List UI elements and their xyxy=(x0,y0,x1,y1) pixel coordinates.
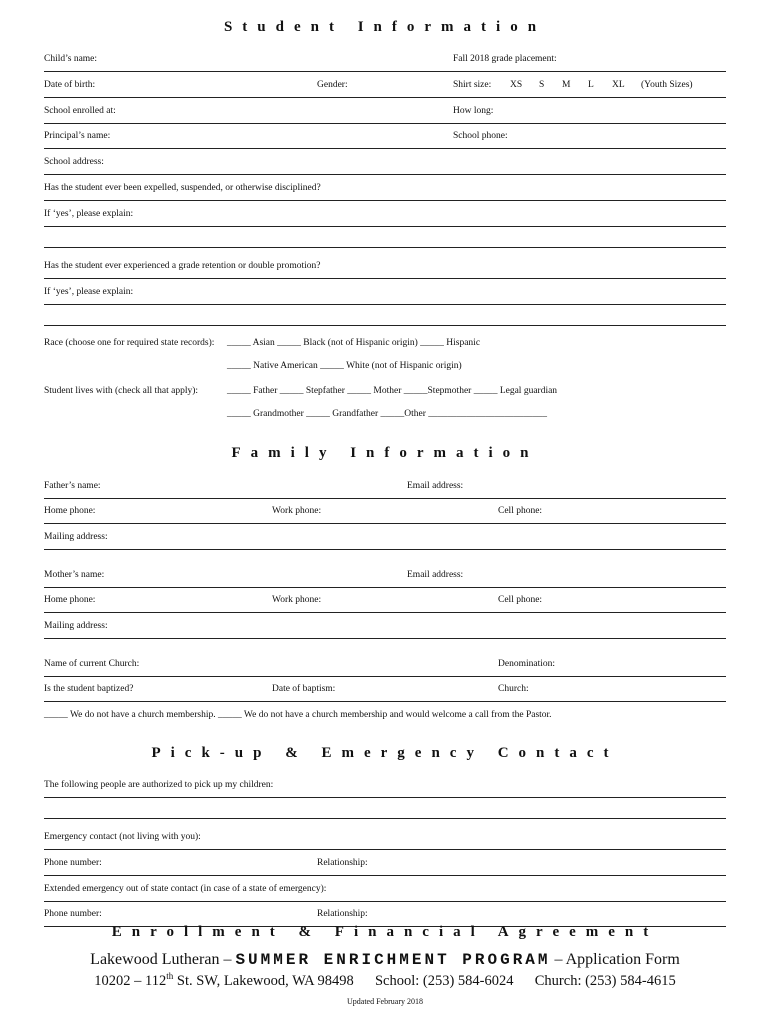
father-mailing-field[interactable] xyxy=(44,528,726,550)
expelled-explain-field[interactable] xyxy=(44,205,726,227)
footer-updated: Updated February 2018 xyxy=(347,997,423,1006)
expelled-explain-extra-line[interactable] xyxy=(44,247,726,248)
footer-program-name: SUMMER ENRICHMENT PROGRAM xyxy=(235,951,551,969)
childs-name-field[interactable] xyxy=(44,50,726,72)
authorized-pickup-field[interactable] xyxy=(44,776,726,798)
enrollment-heading: Enrollment & Financial Agreement xyxy=(111,924,659,940)
size-m[interactable]: M xyxy=(562,80,571,90)
student-info-heading: Student Information xyxy=(223,19,547,35)
emergency-contact-label: Emergency contact (not living with you): xyxy=(44,832,201,842)
expelled-question-field[interactable] xyxy=(44,179,726,201)
retention-explain-label: If ‘yes’, please explain: xyxy=(44,287,134,297)
father-home-phone-label: Home phone: xyxy=(44,506,96,516)
school-address-label: School address: xyxy=(44,157,104,167)
extended-phone-label: Phone number: xyxy=(44,909,102,919)
lives-with-row xyxy=(44,382,726,403)
family-info-heading: Family Information xyxy=(231,445,539,461)
emergency-contact-field[interactable] xyxy=(44,828,726,850)
footer-form-type: – Application Form xyxy=(554,951,680,968)
footer-address: 10202 – 112th St. SW, Lakewood, WA 98498 xyxy=(94,971,354,989)
extended-contact-field[interactable] xyxy=(44,880,726,902)
expelled-question-label: Has the student ever been expelled, suspended, or otherwise disciplined? xyxy=(44,183,321,193)
mother-home-phone-label: Home phone: xyxy=(44,595,96,605)
principal-label: Principal’s name: xyxy=(44,131,111,141)
mother-phone-field[interactable] xyxy=(44,591,726,613)
extended-relationship-label: Relationship: xyxy=(317,909,368,919)
size-s[interactable]: S xyxy=(539,80,545,90)
emergency-phone-label: Phone number: xyxy=(44,858,102,868)
gender-label: Gender: xyxy=(317,80,348,90)
fall-grade-label: Fall 2018 grade placement: xyxy=(453,54,557,64)
father-name-field[interactable] xyxy=(44,477,726,499)
mother-work-phone-label: Work phone: xyxy=(272,595,322,605)
race-row-2 xyxy=(44,357,726,378)
school-enrolled-label: School enrolled at: xyxy=(44,106,116,116)
mother-cell-phone-label: Cell phone: xyxy=(498,595,543,605)
footer-address-line xyxy=(0,971,770,990)
size-xl[interactable]: XL xyxy=(612,80,625,90)
baptism-date-label: Date of baptism: xyxy=(272,684,336,694)
size-xs[interactable]: XS xyxy=(510,80,523,90)
membership-options[interactable]: _____ We do not have a church membership. _____ We do not have a church membership and would welcome a call from the Pastor. xyxy=(44,710,552,720)
authorized-pickup-label: The following people are authorized to pick up my children: xyxy=(44,780,274,790)
lives-with-label: Student lives with (check all that apply): xyxy=(44,386,199,396)
footer-school-phone: School: (253) 584-6024 xyxy=(374,972,514,989)
membership-row xyxy=(44,706,726,727)
retention-question-field[interactable] xyxy=(44,257,726,279)
childs-name-label: Child’s name: xyxy=(44,54,98,64)
footer-org: Lakewood Lutheran – xyxy=(90,951,232,968)
church-name-label: Name of current Church: xyxy=(44,659,140,669)
mother-mailing-label: Mailing address: xyxy=(44,621,108,631)
baptized-label: Is the student baptized? xyxy=(44,684,134,694)
authorized-pickup-extra-line[interactable] xyxy=(44,818,726,819)
mother-mailing-field[interactable] xyxy=(44,617,726,639)
extended-contact-label: Extended emergency out of state contact (in case of a state of emergency): xyxy=(44,884,327,894)
church-name-field[interactable] xyxy=(44,655,726,677)
dob-field[interactable] xyxy=(44,76,726,98)
emergency-relationship-label: Relationship: xyxy=(317,858,368,868)
father-work-phone-label: Work phone: xyxy=(272,506,322,516)
father-phone-field[interactable] xyxy=(44,502,726,524)
father-name-label: Father’s name: xyxy=(44,481,101,491)
retention-explain-extra-line[interactable] xyxy=(44,325,726,326)
lives-with-row-2 xyxy=(44,405,726,426)
father-email-label: Email address: xyxy=(407,481,464,491)
father-mailing-label: Mailing address: xyxy=(44,532,108,542)
father-cell-phone-label: Cell phone: xyxy=(498,506,543,516)
footer-church-phone: Church: (253) 584-4615 xyxy=(534,972,676,989)
school-phone-label: School phone: xyxy=(453,131,508,141)
size-l[interactable]: L xyxy=(588,80,594,90)
race-row xyxy=(44,334,726,355)
mother-name-field[interactable] xyxy=(44,566,726,588)
footer-program-line xyxy=(0,951,770,969)
race-options-line-1[interactable]: _____ Asian _____ Black (not of Hispanic origin) _____ Hispanic xyxy=(227,338,481,348)
retention-explain-field[interactable] xyxy=(44,283,726,305)
school-address-field[interactable] xyxy=(44,153,726,175)
retention-question-label: Has the student ever experienced a grade retention or double promotion? xyxy=(44,261,321,271)
mother-email-label: Email address: xyxy=(407,570,464,580)
baptism-field[interactable] xyxy=(44,680,726,702)
pickup-heading: Pick-up & Emergency Contact xyxy=(151,745,619,761)
expelled-explain-label: If ‘yes’, please explain: xyxy=(44,209,134,219)
emergency-phone-field[interactable] xyxy=(44,854,726,876)
baptism-church-label: Church: xyxy=(498,684,529,694)
mother-name-label: Mother’s name: xyxy=(44,570,105,580)
lives-with-options-line-1[interactable]: _____ Father _____ Stepfather _____ Mother _____Stepmother _____ Legal guardian xyxy=(227,386,558,396)
denomination-label: Denomination: xyxy=(498,659,555,669)
shirt-size-label: Shirt size: xyxy=(453,80,492,90)
how-long-label: How long: xyxy=(453,106,494,116)
dob-label: Date of birth: xyxy=(44,80,96,90)
race-options-line-2[interactable]: _____ Native American _____ White (not of Hispanic origin) xyxy=(227,361,462,371)
principal-field[interactable] xyxy=(44,127,726,149)
youth-sizes-note: (Youth Sizes) xyxy=(641,80,693,90)
race-label: Race (choose one for required state records): xyxy=(44,338,215,348)
lives-with-options-line-2[interactable]: _____ Grandmother _____ Grandfather _____Other _________________________ xyxy=(227,409,548,419)
school-enrolled-field[interactable] xyxy=(44,102,726,124)
